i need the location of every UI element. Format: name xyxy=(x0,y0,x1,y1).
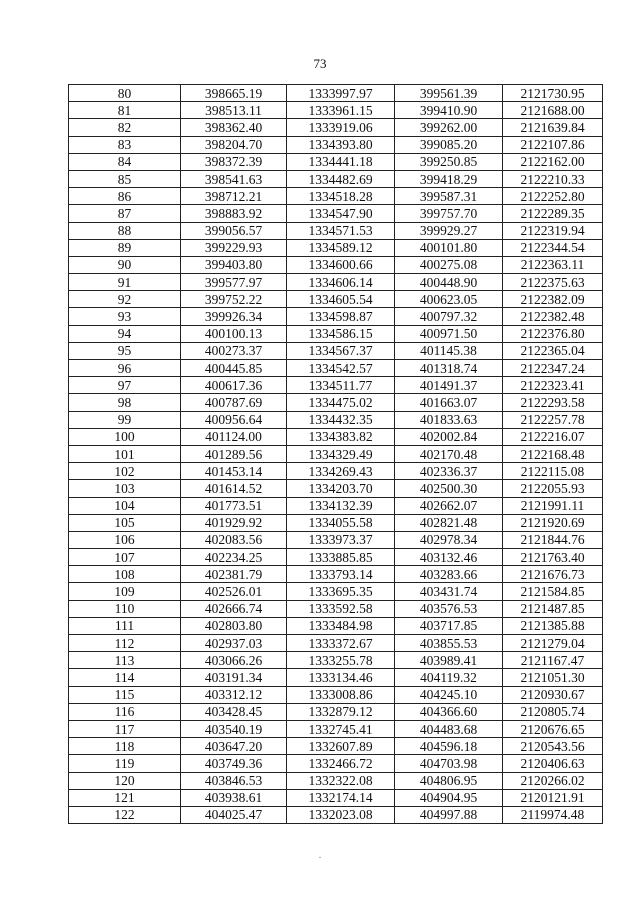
point-number-cell: 86 xyxy=(69,188,181,205)
table-row xyxy=(69,463,603,480)
x1-cell: 400273.37 xyxy=(181,342,287,359)
x1-cell: 404025.47 xyxy=(181,806,287,823)
y2-cell: 2122375.63 xyxy=(503,274,603,291)
y2-cell: 2122252.80 xyxy=(503,188,603,205)
x1-cell: 403647.20 xyxy=(181,738,287,755)
x2-cell: 399410.90 xyxy=(395,102,503,119)
y1-cell: 1334606.14 xyxy=(287,274,395,291)
table-row xyxy=(69,652,603,669)
x2-cell: 399085.20 xyxy=(395,136,503,153)
x1-cell: 402803.80 xyxy=(181,617,287,634)
x1-cell: 403066.26 xyxy=(181,652,287,669)
x1-cell: 400787.69 xyxy=(181,394,287,411)
x2-cell: 399561.39 xyxy=(395,85,503,102)
table-row xyxy=(69,256,603,273)
y1-cell: 1334132.39 xyxy=(287,497,395,514)
y2-cell: 2120543.56 xyxy=(503,738,603,755)
x2-cell: 399250.85 xyxy=(395,153,503,170)
y2-cell: 2122344.54 xyxy=(503,239,603,256)
x2-cell: 403283.66 xyxy=(395,566,503,583)
table-row xyxy=(69,600,603,617)
y2-cell: 2121730.95 xyxy=(503,85,603,102)
y1-cell: 1334600.66 xyxy=(287,256,395,273)
x1-cell: 398665.19 xyxy=(181,85,287,102)
y2-cell: 2122382.09 xyxy=(503,291,603,308)
table-row xyxy=(69,428,603,445)
x1-cell: 400956.64 xyxy=(181,411,287,428)
y2-cell: 2122363.11 xyxy=(503,256,603,273)
y1-cell: 1333885.85 xyxy=(287,549,395,566)
y2-cell: 2122376.80 xyxy=(503,325,603,342)
y2-cell: 2122107.86 xyxy=(503,136,603,153)
x1-cell: 401124.00 xyxy=(181,428,287,445)
y1-cell: 1334605.54 xyxy=(287,291,395,308)
table-row xyxy=(69,222,603,239)
table-row xyxy=(69,755,603,772)
point-number-cell: 92 xyxy=(69,291,181,308)
table-row xyxy=(69,85,603,102)
y2-cell: 2122115.08 xyxy=(503,463,603,480)
x2-cell: 403132.46 xyxy=(395,549,503,566)
table-row xyxy=(69,325,603,342)
x2-cell: 399418.29 xyxy=(395,170,503,187)
table-row xyxy=(69,635,603,652)
point-number-cell: 85 xyxy=(69,170,181,187)
table-row xyxy=(69,394,603,411)
point-number-cell: 87 xyxy=(69,205,181,222)
point-number-cell: 103 xyxy=(69,480,181,497)
x2-cell: 402978.34 xyxy=(395,531,503,548)
x2-cell: 404483.68 xyxy=(395,720,503,737)
y1-cell: 1334432.35 xyxy=(287,411,395,428)
x1-cell: 401773.51 xyxy=(181,497,287,514)
x2-cell: 400971.50 xyxy=(395,325,503,342)
x1-cell: 403846.53 xyxy=(181,772,287,789)
x1-cell: 401453.14 xyxy=(181,463,287,480)
table-row xyxy=(69,720,603,737)
x1-cell: 399056.57 xyxy=(181,222,287,239)
x2-cell: 403431.74 xyxy=(395,583,503,600)
x1-cell: 400100.13 xyxy=(181,325,287,342)
coordinate-table xyxy=(68,84,603,824)
x1-cell: 403749.36 xyxy=(181,755,287,772)
point-number-cell: 111 xyxy=(69,617,181,634)
table-row xyxy=(69,445,603,462)
x1-cell: 398883.92 xyxy=(181,205,287,222)
x1-cell: 402937.03 xyxy=(181,635,287,652)
point-number-cell: 110 xyxy=(69,600,181,617)
table-row xyxy=(69,738,603,755)
table-body xyxy=(69,85,603,824)
y1-cell: 1333372.67 xyxy=(287,635,395,652)
y1-cell: 1333973.37 xyxy=(287,531,395,548)
x1-cell: 399752.22 xyxy=(181,291,287,308)
x1-cell: 399229.93 xyxy=(181,239,287,256)
x1-cell: 398372.39 xyxy=(181,153,287,170)
table-row xyxy=(69,274,603,291)
x2-cell: 402662.07 xyxy=(395,497,503,514)
x1-cell: 398541.63 xyxy=(181,170,287,187)
x2-cell: 399262.00 xyxy=(395,119,503,136)
x1-cell: 402381.79 xyxy=(181,566,287,583)
y2-cell: 2120676.65 xyxy=(503,720,603,737)
y1-cell: 1334441.18 xyxy=(287,153,395,170)
point-number-cell: 101 xyxy=(69,445,181,462)
y2-cell: 2122293.58 xyxy=(503,394,603,411)
y2-cell: 2121844.76 xyxy=(503,531,603,548)
y1-cell: 1332879.12 xyxy=(287,703,395,720)
point-number-cell: 122 xyxy=(69,806,181,823)
y2-cell: 2122323.41 xyxy=(503,377,603,394)
y2-cell: 2122289.35 xyxy=(503,205,603,222)
y1-cell: 1333997.97 xyxy=(287,85,395,102)
x2-cell: 399929.27 xyxy=(395,222,503,239)
y1-cell: 1334589.12 xyxy=(287,239,395,256)
point-number-cell: 88 xyxy=(69,222,181,239)
y1-cell: 1334329.49 xyxy=(287,445,395,462)
y2-cell: 2119974.48 xyxy=(503,806,603,823)
x2-cell: 402500.30 xyxy=(395,480,503,497)
y2-cell: 2121991.11 xyxy=(503,497,603,514)
y1-cell: 1333134.46 xyxy=(287,669,395,686)
x1-cell: 403938.61 xyxy=(181,789,287,806)
x1-cell: 399403.80 xyxy=(181,256,287,273)
x1-cell: 403428.45 xyxy=(181,703,287,720)
point-number-cell: 107 xyxy=(69,549,181,566)
table-row xyxy=(69,153,603,170)
y1-cell: 1332607.89 xyxy=(287,738,395,755)
x2-cell: 401663.07 xyxy=(395,394,503,411)
y1-cell: 1332466.72 xyxy=(287,755,395,772)
y1-cell: 1333695.35 xyxy=(287,583,395,600)
point-number-cell: 119 xyxy=(69,755,181,772)
table-row xyxy=(69,806,603,823)
y2-cell: 2121584.85 xyxy=(503,583,603,600)
x2-cell: 404245.10 xyxy=(395,686,503,703)
y2-cell: 2121920.69 xyxy=(503,514,603,531)
point-number-cell: 109 xyxy=(69,583,181,600)
y1-cell: 1334518.28 xyxy=(287,188,395,205)
x2-cell: 402002.84 xyxy=(395,428,503,445)
y2-cell: 2121385.88 xyxy=(503,617,603,634)
y2-cell: 2122257.78 xyxy=(503,411,603,428)
x1-cell: 402083.56 xyxy=(181,531,287,548)
y2-cell: 2121639.84 xyxy=(503,119,603,136)
y2-cell: 2122319.94 xyxy=(503,222,603,239)
x2-cell: 402170.48 xyxy=(395,445,503,462)
x1-cell: 399926.34 xyxy=(181,308,287,325)
x1-cell: 402666.74 xyxy=(181,600,287,617)
y2-cell: 2120406.63 xyxy=(503,755,603,772)
y1-cell: 1333484.98 xyxy=(287,617,395,634)
point-number-cell: 98 xyxy=(69,394,181,411)
table-row xyxy=(69,291,603,308)
table-row xyxy=(69,772,603,789)
table-row xyxy=(69,136,603,153)
y2-cell: 2120930.67 xyxy=(503,686,603,703)
x1-cell: 403312.12 xyxy=(181,686,287,703)
x2-cell: 400101.80 xyxy=(395,239,503,256)
point-number-cell: 91 xyxy=(69,274,181,291)
y1-cell: 1334475.02 xyxy=(287,394,395,411)
table-row xyxy=(69,686,603,703)
y1-cell: 1332745.41 xyxy=(287,720,395,737)
y2-cell: 2121167.47 xyxy=(503,652,603,669)
y1-cell: 1333793.14 xyxy=(287,566,395,583)
table-row xyxy=(69,514,603,531)
x2-cell: 401318.74 xyxy=(395,360,503,377)
y1-cell: 1334571.53 xyxy=(287,222,395,239)
table-row xyxy=(69,583,603,600)
x1-cell: 399577.97 xyxy=(181,274,287,291)
table-row xyxy=(69,170,603,187)
table-row xyxy=(69,669,603,686)
point-number-cell: 106 xyxy=(69,531,181,548)
point-number-cell: 116 xyxy=(69,703,181,720)
point-number-cell: 82 xyxy=(69,119,181,136)
table-row xyxy=(69,497,603,514)
x1-cell: 403191.34 xyxy=(181,669,287,686)
point-number-cell: 95 xyxy=(69,342,181,359)
y2-cell: 2122382.48 xyxy=(503,308,603,325)
x1-cell: 401614.52 xyxy=(181,480,287,497)
y1-cell: 1332322.08 xyxy=(287,772,395,789)
table-row xyxy=(69,119,603,136)
table-row xyxy=(69,377,603,394)
footer-mark: . xyxy=(318,850,322,861)
x1-cell: 402526.01 xyxy=(181,583,287,600)
table-row xyxy=(69,703,603,720)
table-row xyxy=(69,308,603,325)
y1-cell: 1334547.90 xyxy=(287,205,395,222)
y1-cell: 1332023.08 xyxy=(287,806,395,823)
table-row xyxy=(69,617,603,634)
y1-cell: 1333255.78 xyxy=(287,652,395,669)
y1-cell: 1334511.77 xyxy=(287,377,395,394)
point-number-cell: 90 xyxy=(69,256,181,273)
table-row xyxy=(69,360,603,377)
x1-cell: 398513.11 xyxy=(181,102,287,119)
x2-cell: 401145.38 xyxy=(395,342,503,359)
point-number-cell: 81 xyxy=(69,102,181,119)
point-number-cell: 97 xyxy=(69,377,181,394)
point-number-cell: 105 xyxy=(69,514,181,531)
point-number-cell: 100 xyxy=(69,428,181,445)
x1-cell: 401289.56 xyxy=(181,445,287,462)
x2-cell: 400797.32 xyxy=(395,308,503,325)
y2-cell: 2121279.04 xyxy=(503,635,603,652)
point-number-cell: 80 xyxy=(69,85,181,102)
y2-cell: 2122216.07 xyxy=(503,428,603,445)
x1-cell: 398362.40 xyxy=(181,119,287,136)
y1-cell: 1333961.15 xyxy=(287,102,395,119)
point-number-cell: 120 xyxy=(69,772,181,789)
y1-cell: 1333008.86 xyxy=(287,686,395,703)
y2-cell: 2121676.73 xyxy=(503,566,603,583)
table-row xyxy=(69,789,603,806)
table-row xyxy=(69,531,603,548)
y1-cell: 1334055.58 xyxy=(287,514,395,531)
y2-cell: 2122055.93 xyxy=(503,480,603,497)
x2-cell: 400448.90 xyxy=(395,274,503,291)
point-number-cell: 99 xyxy=(69,411,181,428)
x1-cell: 403540.19 xyxy=(181,720,287,737)
point-number-cell: 104 xyxy=(69,497,181,514)
point-number-cell: 121 xyxy=(69,789,181,806)
point-number-cell: 84 xyxy=(69,153,181,170)
table-row xyxy=(69,239,603,256)
page-number: 73 xyxy=(313,56,327,71)
x2-cell: 404904.95 xyxy=(395,789,503,806)
table-row xyxy=(69,566,603,583)
point-number-cell: 93 xyxy=(69,308,181,325)
y2-cell: 2121487.85 xyxy=(503,600,603,617)
point-number-cell: 113 xyxy=(69,652,181,669)
point-number-cell: 115 xyxy=(69,686,181,703)
x2-cell: 400275.08 xyxy=(395,256,503,273)
table-row xyxy=(69,411,603,428)
x2-cell: 404596.18 xyxy=(395,738,503,755)
point-number-cell: 83 xyxy=(69,136,181,153)
x2-cell: 404366.60 xyxy=(395,703,503,720)
x1-cell: 402234.25 xyxy=(181,549,287,566)
point-number-cell: 94 xyxy=(69,325,181,342)
x1-cell: 401929.92 xyxy=(181,514,287,531)
x2-cell: 399587.31 xyxy=(395,188,503,205)
table-row xyxy=(69,480,603,497)
x2-cell: 402336.37 xyxy=(395,463,503,480)
point-number-cell: 96 xyxy=(69,360,181,377)
x2-cell: 400623.05 xyxy=(395,291,503,308)
y2-cell: 2121688.00 xyxy=(503,102,603,119)
y1-cell: 1334393.80 xyxy=(287,136,395,153)
x2-cell: 402821.48 xyxy=(395,514,503,531)
y2-cell: 2122210.33 xyxy=(503,170,603,187)
x1-cell: 400617.36 xyxy=(181,377,287,394)
x2-cell: 404806.95 xyxy=(395,772,503,789)
y2-cell: 2122162.00 xyxy=(503,153,603,170)
y1-cell: 1333592.58 xyxy=(287,600,395,617)
x2-cell: 403717.85 xyxy=(395,617,503,634)
y1-cell: 1334383.82 xyxy=(287,428,395,445)
point-number-cell: 89 xyxy=(69,239,181,256)
y1-cell: 1334542.57 xyxy=(287,360,395,377)
x2-cell: 403576.53 xyxy=(395,600,503,617)
x1-cell: 398712.21 xyxy=(181,188,287,205)
y2-cell: 2120121.91 xyxy=(503,789,603,806)
y2-cell: 2120266.02 xyxy=(503,772,603,789)
x2-cell: 399757.70 xyxy=(395,205,503,222)
x2-cell: 404997.88 xyxy=(395,806,503,823)
y1-cell: 1334567.37 xyxy=(287,342,395,359)
x2-cell: 404119.32 xyxy=(395,669,503,686)
x2-cell: 403989.41 xyxy=(395,652,503,669)
point-number-cell: 112 xyxy=(69,635,181,652)
y1-cell: 1333919.06 xyxy=(287,119,395,136)
table-row xyxy=(69,205,603,222)
table-row xyxy=(69,102,603,119)
x2-cell: 401833.63 xyxy=(395,411,503,428)
point-number-cell: 117 xyxy=(69,720,181,737)
y2-cell: 2122347.24 xyxy=(503,360,603,377)
y1-cell: 1332174.14 xyxy=(287,789,395,806)
table-row xyxy=(69,342,603,359)
point-number-cell: 114 xyxy=(69,669,181,686)
x2-cell: 403855.53 xyxy=(395,635,503,652)
y1-cell: 1334203.70 xyxy=(287,480,395,497)
y2-cell: 2122365.04 xyxy=(503,342,603,359)
table-row xyxy=(69,188,603,205)
y1-cell: 1334482.69 xyxy=(287,170,395,187)
point-number-cell: 108 xyxy=(69,566,181,583)
x2-cell: 404703.98 xyxy=(395,755,503,772)
y2-cell: 2120805.74 xyxy=(503,703,603,720)
x1-cell: 398204.70 xyxy=(181,136,287,153)
y1-cell: 1334586.15 xyxy=(287,325,395,342)
y1-cell: 1334269.43 xyxy=(287,463,395,480)
point-number-cell: 102 xyxy=(69,463,181,480)
point-number-cell: 118 xyxy=(69,738,181,755)
y2-cell: 2121763.40 xyxy=(503,549,603,566)
y2-cell: 2122168.48 xyxy=(503,445,603,462)
x1-cell: 400445.85 xyxy=(181,360,287,377)
x2-cell: 401491.37 xyxy=(395,377,503,394)
y1-cell: 1334598.87 xyxy=(287,308,395,325)
y2-cell: 2121051.30 xyxy=(503,669,603,686)
table-row xyxy=(69,549,603,566)
